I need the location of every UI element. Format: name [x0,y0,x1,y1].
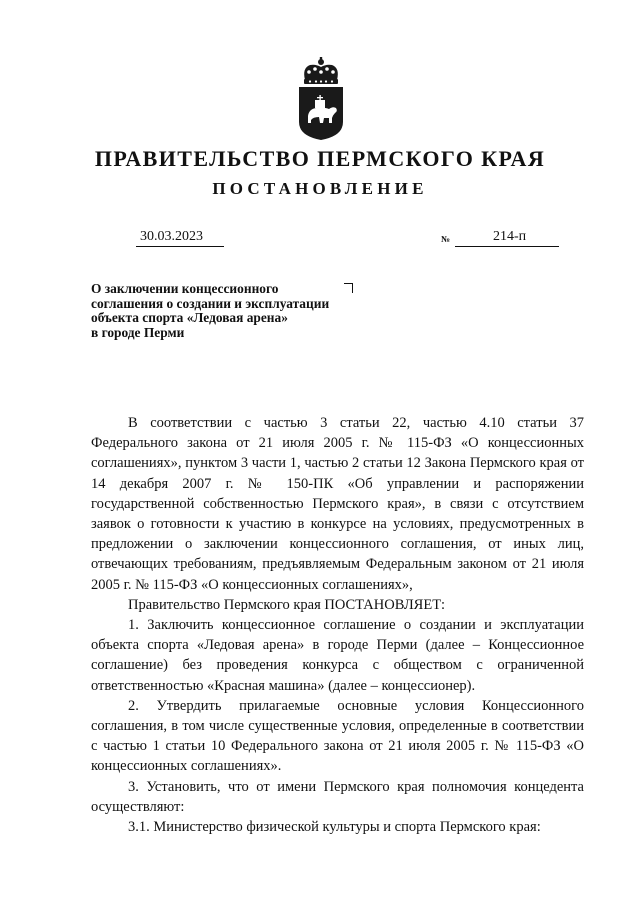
body-paragraph-item-2: 2. Утвердить прилагаемые основные условия Концессионного соглашения, в том числе существенные условия, определенные в соответствии с частью 1 статьи 10 Федерального закона от 21 июля 2005 г. № 115-ФЗ «О концессионных соглашениях». [91,697,584,775]
number-underline [455,246,559,247]
body-paragraph-item-1: 1. Заключить концессионное соглашение о создании и эксплуатации объекта спорта «Ледовая арена» в городе Перми (далее – Концессионное соглашение) без проведения конкурса с обществом с ограниченной ответственностью «Красная машина» (далее – концессионер). [91,617,584,694]
subject-line: соглашения о создании и эксплуатации [91,295,330,311]
subject-corner-bracket [344,283,353,293]
body-paragraph-preamble: В соответствии с частью 3 статьи 22, частью 4.10 статьи 37 Федерального закона от 21 июля 2005 г. № 115-ФЗ «О концессионных соглашениях», пунктом 3 части 1, частью 2 статьи 12 Закона Пермского края от 14 декабря 2007 г. № 150-ПК «Об управлении и распоряжении государственной собственностью Пермского края», в связи с отсутствием заявок о готовности к участию в конкурсе на условиях, предусмотренных в предложении о заключении концессионного соглашения, от иных лиц, отвечающих требованиям, предъявляемым Федеральным законом от 21 июля 2005 г. № 115-ФЗ «О концессионных соглашениях», [91,415,584,593]
body-paragraph-resolves: Правительство Пермского края ПОСТАНОВЛЯЕТ: [128,596,446,613]
subject-line: в городе Перми [91,324,185,340]
perm-krai-coat-of-arms-icon [296,56,346,140]
document-number-field [455,229,559,247]
document-body [91,413,584,837]
body-paragraph-item-3: 3. Установить, что от имени Пермского края полномочия концедента осуществляют: [91,778,584,815]
body-paragraph-item-3-1: 3.1. Министерство физической культуры и спорта Пермского края: [128,819,541,836]
subject-line: О заключении концессионного [91,281,279,296]
document-date: 30.03.2023 [140,229,203,244]
document-date-field [136,229,224,247]
document-type: ПОСТАНОВЛЕНИЕ [212,179,428,198]
date-underline [136,246,224,247]
document-number: 214-п [493,229,527,244]
government-title: ПРАВИТЕЛЬСТВО ПЕРМСКОГО КРАЯ [94,146,546,171]
subject-line: объекта спорта «Ледовая арена» [91,310,288,326]
number-sign: № [441,234,451,244]
